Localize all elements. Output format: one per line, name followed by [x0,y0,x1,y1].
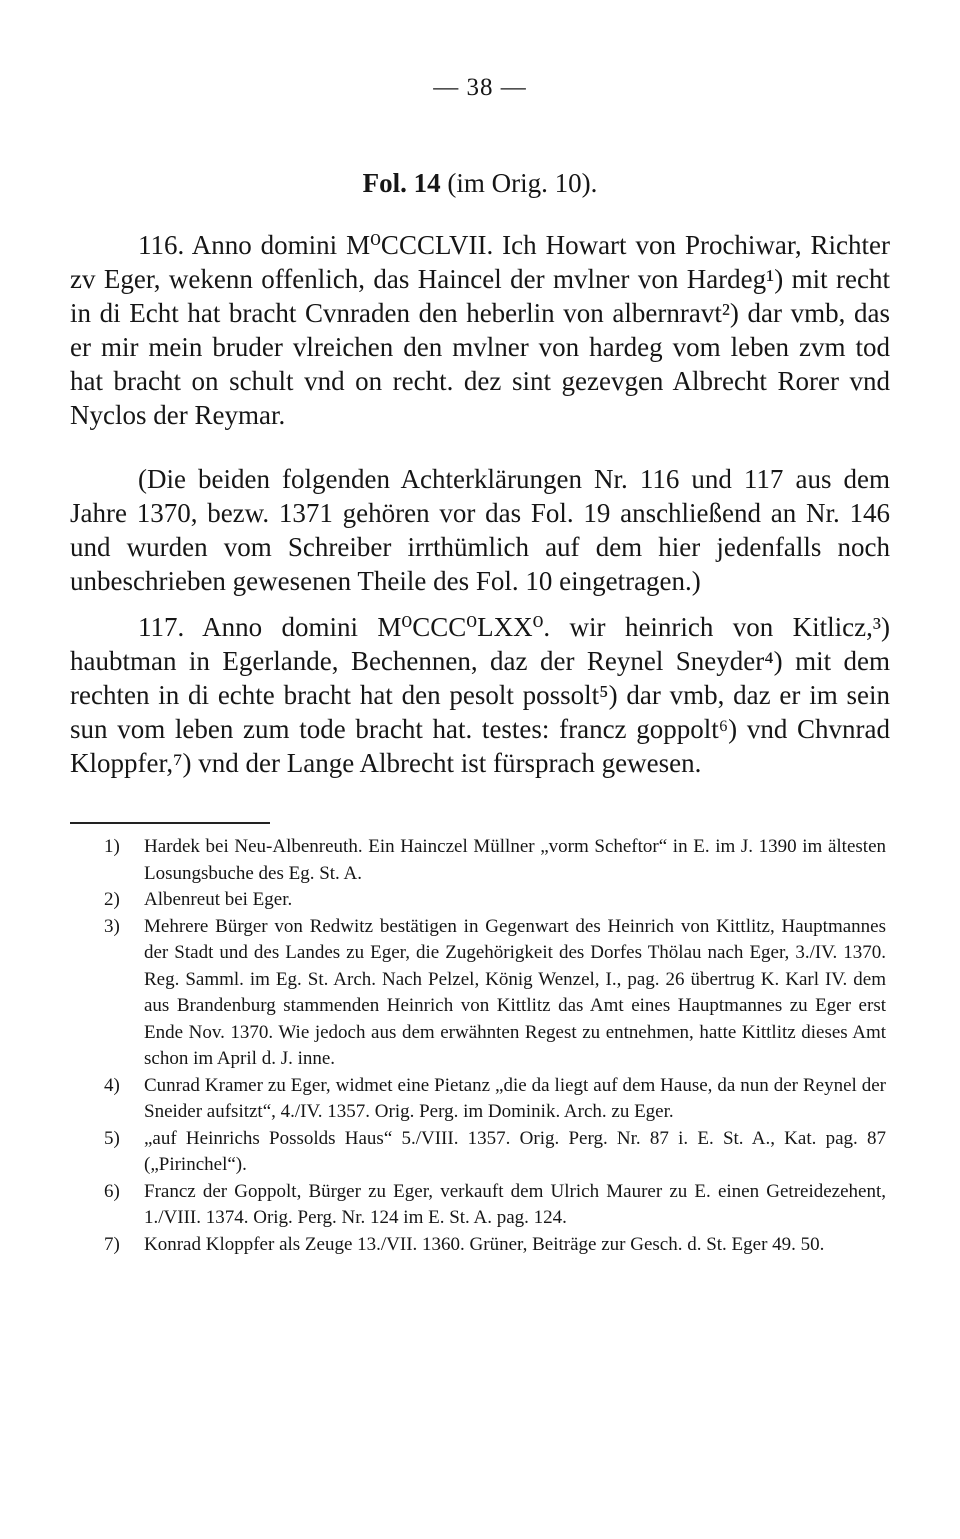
editorial-note [70,462,890,598]
footnote-4 [104,1073,886,1126]
footnote-3 [104,914,886,1073]
folio-heading [0,168,960,199]
footnote-1-number: 1) [104,836,120,857]
footnote-5-text: „auf Heinrichs Possolds Haus“ 5./VIII. 1357. Orig. Perg. Nr. 87 i. E. St. A., Kat. pag. 87 („Pirinchel“). [144,1127,886,1175]
folio-label: Fol. 14 [362,168,441,198]
footnote-5 [104,1126,886,1179]
footnote-3-text: Mehrere Bürger von Redwitz bestätigen in Gegenwart des Heinrich von Kittlitz, Hauptmannes der Stadt und des Landes zu Eger, die Zugehörigkeit des Dorfes Thölau nach Eger, 3./IV. 1370. Reg. Samml. im Eg. St. Arch. Nach Pelzel, König Wenzel, I., pag. 26 übertrug K. Karl IV. dem aus Brandenburg stammenden Heinrich von Kittlitz das Amt eines Hauptmannes zu Eger erst Ende Nov. 1370. Wie jedoch aus dem erwähnten Regest zu entnehmen, hatte Kittlitz dieses Amt schon im April d. J. inne. [144,915,886,1069]
footnote-4-text: Cunrad Kramer zu Eger, widmet eine Pietanz „die da liegt auf dem Hause, da nun der Reynel der Sneider aufsitzt“, 4./IV. 1357. Orig. Perg. im Dominik. Arch. zu Eger. [144,1074,886,1122]
footnote-4-number: 4) [104,1074,120,1096]
footnote-6-number: 6) [104,1180,120,1202]
footnote-7-number: 7) [104,1233,120,1255]
footnote-2 [104,887,886,914]
folio-original-reference: (im Orig. 10). [440,168,598,198]
footnote-3-number: 3) [104,915,120,937]
footnote-7 [104,1232,886,1259]
entry-117 [70,610,890,780]
footnotes [104,834,886,1258]
editorial-note-text: (Die beiden folgenden Achterklärungen Nr. 116 und 117 aus dem Jahre 1370, bezw. 1371 gehören vor das Fol. 19 anschließend an Nr. 146 und wurden vom Schreiber irrthümlich auf dem hier jedenfalls noch unbeschrieben gewesenen Theile des Fol. 10 eingetragen.) [70,464,890,596]
footnote-2-number: 2) [104,889,120,910]
entry-116-text: 116. Anno domini M⁰CCCLVII. Ich Howart von Prochiwar, Richter zv Eger, wekenn offenlich, das Haincel der mvlner von Hardeg¹) mit recht in di Echt hat bracht Cvnraden den heberlin von albernravt²) dar vmb, das er mir mein bruder vlreichen den mvlner von hardeg vom leben zvm tod hat bracht on schult vnd on recht. dez sint gezevgen Albrecht Rorer vnd Nyclos der Reymar. [70,230,890,430]
footnote-divider [70,822,270,824]
footnote-6 [104,1179,886,1232]
footnote-1 [104,834,886,887]
entry-117-text: 117. Anno domini M⁰CCC⁰LXX⁰. wir heinrich von Kitlicz,³) haubtman in Egerlande, Bechennen, daz der Reynel Sneyder⁴) mit dem rechten in di echte bracht hat den pesolt possolt⁵) dar vmb, daz er im sein sun vom leben zum tode bracht hat. testes: francz goppolt⁶) vnd Chvnrad Kloppfer,⁷) vnd der Lange Albrecht ist fürsprach gewesen. [70,612,890,778]
footnote-6-text: Francz der Goppolt, Bürger zu Eger, verkauft dem Ulrich Maurer zu E. einen Getreidezehent, 1./VIII. 1374. Orig. Perg. Nr. 124 im E. St. A. pag. 124. [144,1180,886,1228]
footnote-7-text: Konrad Kloppfer als Zeuge 13./VII. 1360. Grüner, Beiträge zur Gesch. d. St. Eger 49. 50. [144,1233,825,1255]
page-number: — 38 — [433,74,527,101]
entry-116 [70,228,890,432]
footnote-5-number: 5) [104,1127,120,1149]
footnote-1-text: Hardek bei Neu-Albenreuth. Ein Hainczel Müllner „vorm Scheftor“ in E. im J. 1390 im ältesten Losungsbuche des Eg. St. A. [144,836,886,884]
footnote-2-text: Albenreut bei Eger. [144,889,293,910]
